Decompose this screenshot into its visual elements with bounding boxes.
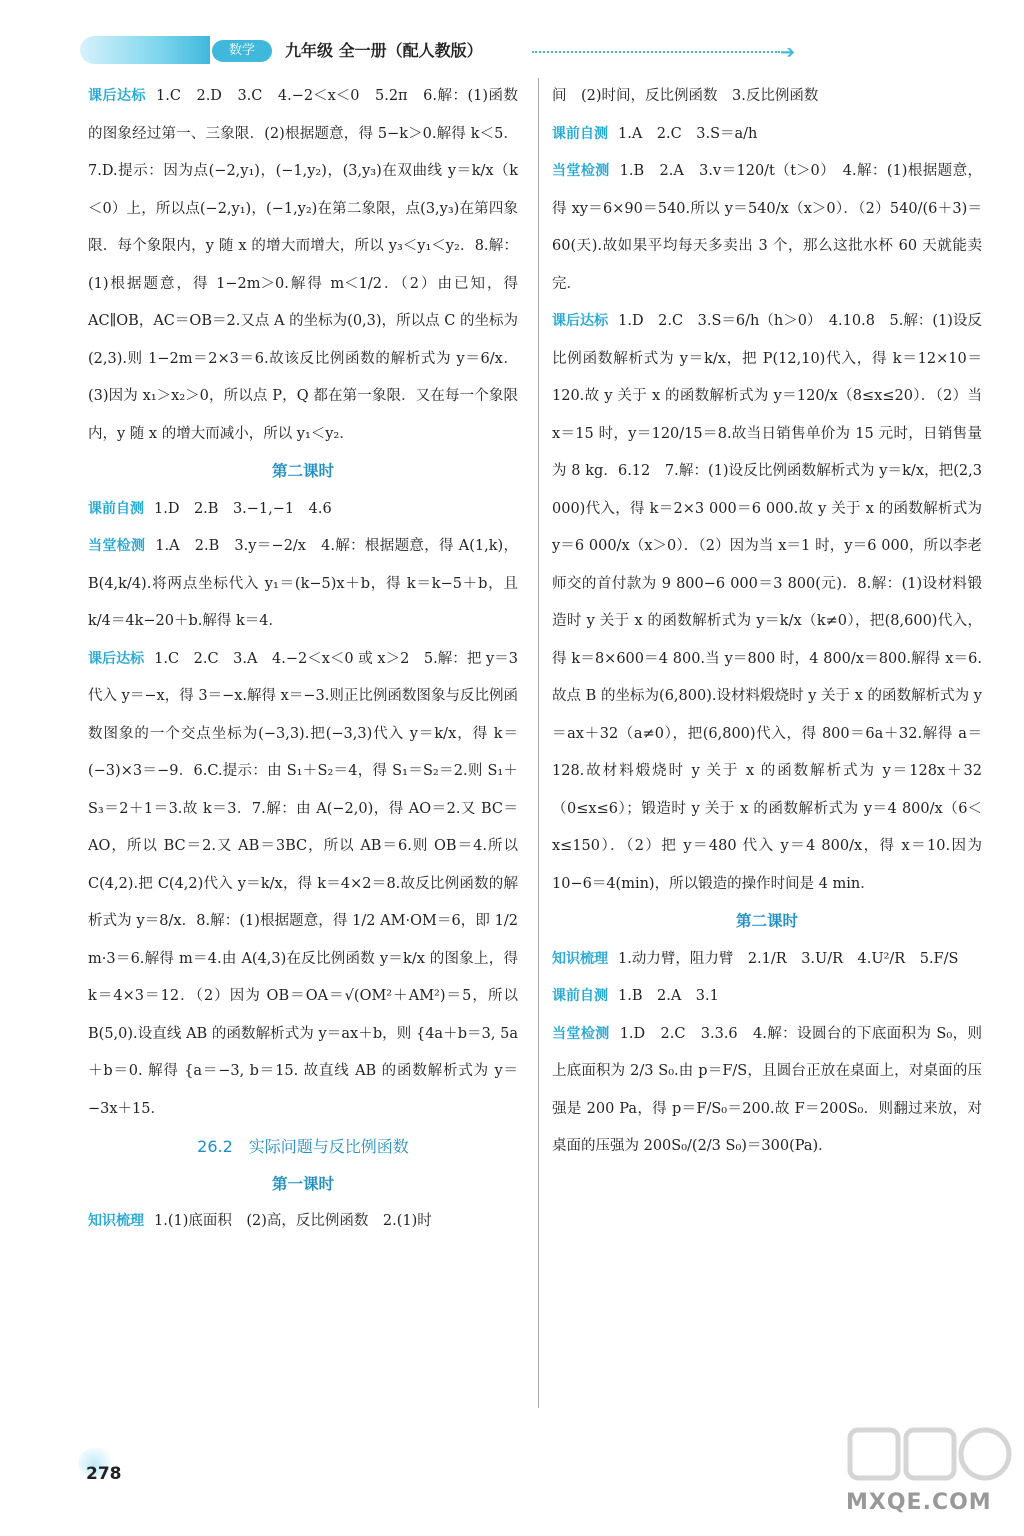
page-number: 278 xyxy=(86,1464,122,1484)
answer-text: 1.B 2.A 3.1 xyxy=(618,988,719,1004)
answer-block xyxy=(552,1016,982,1166)
section-tag: 课前自测 xyxy=(552,125,608,142)
answer-text: 1.D 2.B 3.−1,−1 4.6 xyxy=(154,500,332,517)
section-tag: 课后达标 xyxy=(88,650,145,667)
section-tag: 当堂检测 xyxy=(552,1025,610,1042)
section-tag: 课前自测 xyxy=(88,500,144,517)
section-tag: 课后达标 xyxy=(88,88,147,104)
section-tag: 课后达标 xyxy=(552,313,609,329)
answer-block xyxy=(552,78,982,116)
arrow-right-icon: ➔ xyxy=(780,42,796,63)
watermark-text: MXQE.COM xyxy=(846,1490,992,1515)
answer-block xyxy=(88,78,518,453)
answer-block xyxy=(88,491,518,529)
answer-text: 1.A 2.C 3.S＝a/h xyxy=(618,125,758,142)
answer-block xyxy=(552,116,982,154)
answer-text: 1.A 2.B 3.y＝−2/x 4.解：根据题意，得 A(1,k)，B(4,k/4).将两点坐标代入 y₁＝(k−5)x＋b，得 k＝k−5＋b，且 k/4＝4k−20＋b.解得 k＝4． xyxy=(88,538,519,629)
right-column xyxy=(552,78,982,1166)
answer-text: 间 (2)时间，反比例函数 3.反比例函数 xyxy=(552,88,819,104)
header-dotted-line xyxy=(532,51,780,53)
page-header xyxy=(80,32,796,68)
lesson-heading: 第一课时 xyxy=(271,1174,334,1193)
answer-text: 1.B 2.A 3.v＝120/t（t＞0） 4.解：(1)根据题意，得 xy＝6×90＝540.所以 y＝540/x（x＞0）．（2）540/(6＋3)＝60(天).故如果平均每天多卖出 3 个，那么这批水杯 60 天就能卖完． xyxy=(552,163,982,292)
column-divider xyxy=(538,78,539,1408)
lesson-heading: 第二课时 xyxy=(735,912,798,930)
answer-text: 1.(1)底面积 (2)高，反比例函数 2.(1)时 xyxy=(154,1213,432,1229)
section-tag: 知识梳理 xyxy=(88,1213,144,1229)
answer-text: 1.D 2.C 3.3.6 4.解：设圆台的下底面积为 S₀，则上底面积为 2/3 S₀.由 p＝F/S，且圆台正放在桌面上，对桌面的压强是 200 Pa，得 p＝F/S₀＝200.故 F＝200S₀．则翻过来放，对桌面的压强为 200S₀/(2/3 S₀)＝300(Pa)． xyxy=(552,1025,982,1154)
section-tag: 当堂检测 xyxy=(88,538,146,554)
answer-block xyxy=(88,641,518,1129)
answer-block xyxy=(552,941,982,979)
section-tag: 课前自测 xyxy=(552,988,608,1004)
answer-block xyxy=(552,153,982,303)
book-title: 九年级 全一册（配人教版） xyxy=(285,41,483,60)
subject-badge: 数学 xyxy=(212,40,272,62)
section-tag: 当堂检测 xyxy=(552,163,610,179)
answer-text: 1.D 2.C 3.S＝6/h（h＞0） 4.10.8 5.解：(1)设反比例函数解析式为 y＝k/x，把 P(12,10)代入，得 k＝12×10＝120.故 y 关于 x 的函数解析式为 y＝120/x（8≤x≤20）．（2）当 x＝15 时，y＝120/15＝8.故当日销售单价为 15 元时，日销售量为 8 kg．6.12 7.解：(1)设反比例函数解析式为 y＝k/x，把(2,3 000)代入，得 k＝2×3 000＝6 000.故 y 关于 x 的函数解析式为 y＝6 000/x（x＞0）．（2）因为当 x＝1 时，y＝6 000，所以李老师交的首付款为 9 800−6 000＝3 800(元)．8.解：(1)设材料锻造时 y 关于 x 的函数解析式为 y＝k/x（k≠0），把(8,600)代入，得 k＝8×600＝4 800.当 y＝800 时，4 800/x＝800.解得 x＝6.故点 B 的坐标为(6,800).设材料煅烧时 y 关于 x 的函数解析式为 y＝ax＋32（a≠0），把(6,800)代入，得 800＝6a＋32.解得 a＝128.故材料煅烧时 y 关于 x 的函数解析式为 y＝128x＋32（0≤x≤6）；锻造时 y 关于 x 的函数解析式为 y＝4 800/x（6＜x≤150）．（2）把 y＝480 代入 y＝4 800/x，得 x＝10.因为 10−6＝4(min)，所以锻造的操作时间是 4 min． xyxy=(552,313,982,892)
section-tag: 知识梳理 xyxy=(552,950,608,967)
left-column xyxy=(88,78,518,1241)
lesson-heading: 第二课时 xyxy=(271,462,334,480)
answer-text: 1.动力臂，阻力臂 2.1/R 3.U/R 4.U²/R 5.F/S xyxy=(618,950,959,967)
header-decoration xyxy=(80,36,210,64)
answer-block xyxy=(552,978,982,1016)
answer-text: 1.C 2.C 3.A 4.−2＜x＜0 或 x＞2 5.解：把 y＝3 代入 y＝−x，得 3＝−x.解得 x＝−3.则正比例函数图象与反比例函数图象的一个交点坐标为(−3,3).把(−3,3)代入 y＝k/x，得 k＝(−3)×3＝−9．6.C.提示：由 S₁＋S₂＝4，得 S₁＝S₂＝2.则 S₁＋S₃＝2＋1＝3.故 k＝3．7.解：由 A(−2,0)，得 AO＝2.又 BC＝AO，所以 BC＝2.又 AB＝3BC，所以 AB＝6.则 OB＝4.所以 C(4,2).把 C(4,2)代入 y＝k/x，得 k＝4×2＝8.故反比例函数的解析式为 y＝8/x．8.解：(1)根据题意，得 1/2 AM·OM＝6，即 1/2 m·3＝6.解得 m＝4.由 A(4,3)在反比例函数 y＝k/x 的图象上，得 k＝4×3＝12．（2）因为 OB＝OA＝√(OM²＋AM²)＝5，所以 B(5,0).设直线 AB 的函数解析式为 y＝ax＋b，则 {4a＋b＝3, 5a＋b＝0. 解得 {a＝−3, b＝15. 故直线 AB 的函数解析式为 y＝−3x＋15． xyxy=(88,650,519,1117)
answer-block xyxy=(88,528,518,641)
answer-text: 1.C 2.D 3.C 4.−2＜x＜0 5.2π 6.解：(1)函数的图象经过第一、三象限．(2)根据题意，得 5−k＞0.解得 k＜5．7.D.提示：因为点(−2,y₁)，(−1,y₂)，(3,y₃)在双曲线 y＝k/x（k＜0）上，所以点(−2,y₁)，(−1,y₂)在第二象限，点(3,y₃)在第四象限．每个象限内，y 随 x 的增大而增大，所以 y₃＜y₁＜y₂．8.解：(1)根据题意，得 1−2m＞0.解得 m＜1/2．（2）由已知，得 AC∥OB，AC＝OB＝2.又点 A 的坐标为(0,3)，所以点 C 的坐标为(2,3).则 1−2m＝2×3＝6.故该反比例函数的解析式为 y＝6/x．(3)因为 x₁＞x₂＞0，所以点 P，Q 都在第一象限．又在每一个象限内，y 随 x 的增大而减小，所以 y₁＜y₂． xyxy=(88,88,518,442)
chapter-heading: 26.2 实际问题与反比例函数 xyxy=(197,1137,409,1156)
answer-block xyxy=(552,303,982,903)
answer-block xyxy=(88,1203,518,1241)
